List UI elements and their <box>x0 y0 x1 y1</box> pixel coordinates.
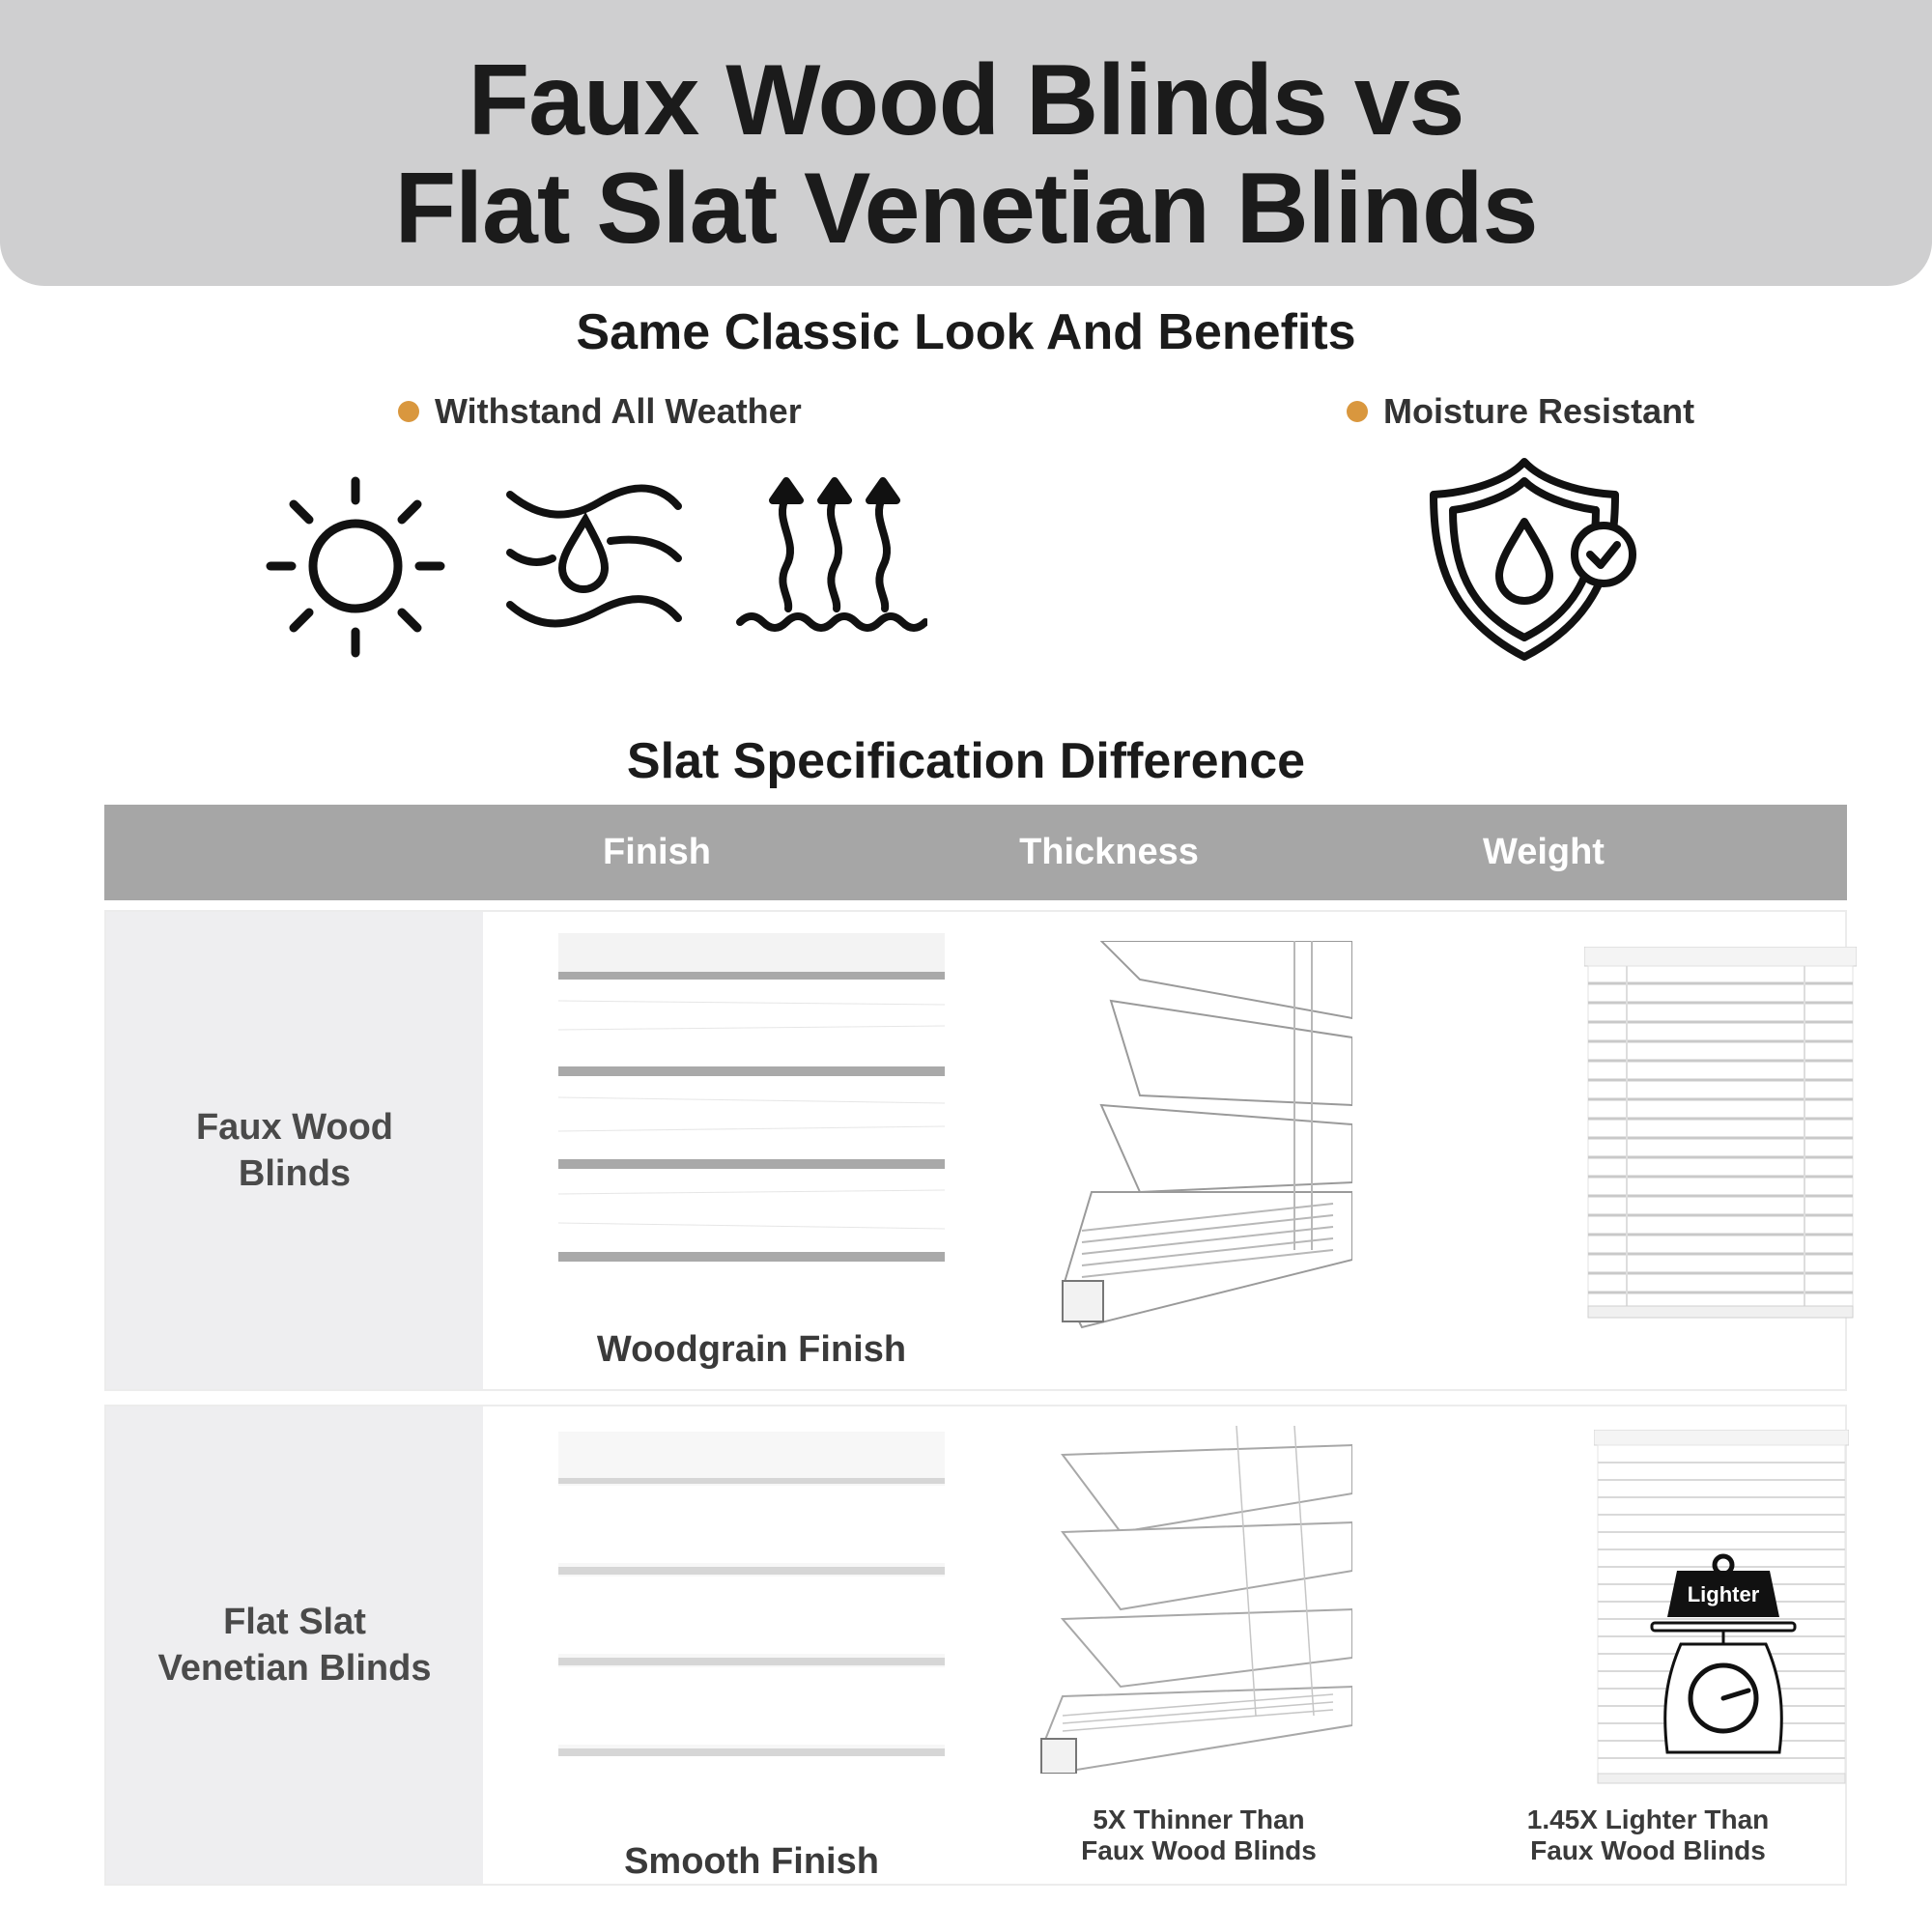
spec-title: Slat Specification Difference <box>626 733 1306 789</box>
bullet-dot <box>398 401 419 422</box>
finish-caption: Woodgrain Finish <box>596 1329 907 1370</box>
table-row-faux-wood <box>104 910 1847 1391</box>
column-header-thickness: Thickness <box>1019 832 1199 872</box>
weight-caption-line-2: Faux Wood Blinds <box>1530 1835 1766 1865</box>
benefits-subtitle: Same Classic Look And Benefits <box>576 304 1356 360</box>
woodgrain-finish-image <box>558 933 945 1313</box>
heat-rising-icon <box>734 473 927 638</box>
table-row-flat-slat <box>104 1405 1847 1886</box>
scale-badge: Lighter <box>1687 1582 1760 1606</box>
weight-caption <box>1503 1804 1793 1866</box>
row-label <box>106 1406 483 1884</box>
title-line-1: Faux Wood Blinds vs <box>468 44 1464 156</box>
thickness-caption-line-1: 5X Thinner Than <box>1093 1804 1305 1834</box>
thick-slat-stack-image <box>1043 941 1352 1342</box>
thin-slat-stack-image <box>1024 1426 1352 1778</box>
row-label-line-2: Blinds <box>238 1153 352 1194</box>
column-header-weight: Weight <box>1483 832 1605 872</box>
finish-caption: Smooth Finish <box>624 1841 879 1882</box>
row-label-line-1: Flat Slat <box>223 1602 366 1642</box>
sun-icon <box>259 471 452 665</box>
bullet-dot <box>1347 401 1368 422</box>
table-header <box>104 805 1847 900</box>
benefit-weather-label: Withstand All Weather <box>435 391 802 431</box>
page-title <box>0 46 1932 263</box>
benefit-moisture-label: Moisture Resistant <box>1383 391 1695 431</box>
thickness-caption-line-2: Faux Wood Blinds <box>1081 1835 1317 1865</box>
benefit-weather <box>398 391 802 432</box>
shield-water-check-icon <box>1420 454 1642 667</box>
smooth-finish-image <box>558 1432 945 1811</box>
column-header-finish: Finish <box>603 832 711 872</box>
benefit-moisture <box>1347 391 1694 432</box>
title-line-2: Flat Slat Venetian Blinds <box>394 153 1538 265</box>
faux-wood-blind-image <box>1584 947 1857 1324</box>
row-label-line-1: Faux Wood <box>195 1107 394 1148</box>
wind-rain-icon <box>502 481 686 645</box>
row-label <box>106 912 483 1389</box>
weight-caption-line-1: 1.45X Lighter Than <box>1526 1804 1770 1834</box>
thickness-caption <box>1072 1804 1325 1866</box>
row-label-line-2: Venetian Blinds <box>157 1648 432 1689</box>
